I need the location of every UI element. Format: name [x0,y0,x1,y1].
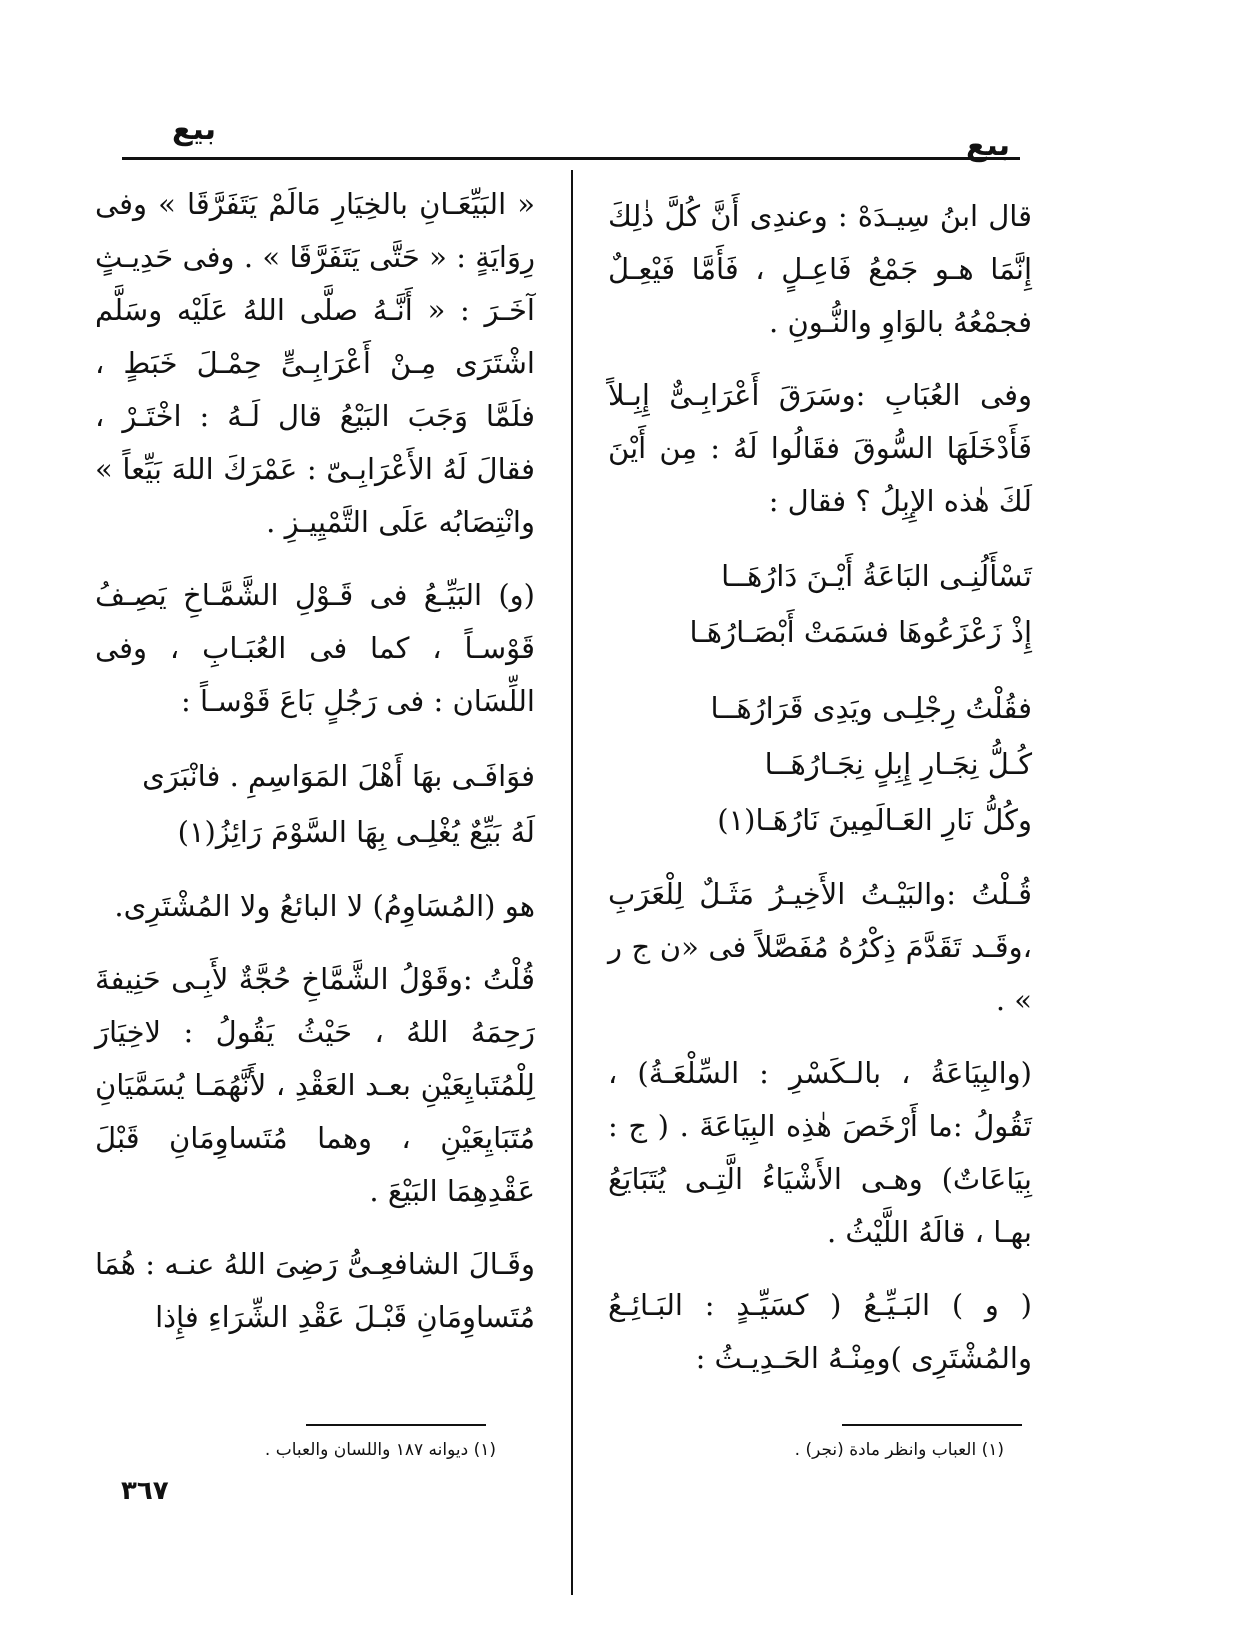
paragraph: هو (المُسَاوِمُ) لا البائعُ ولا المُشْتَرِى. [114,889,535,923]
footnote-rule-left [306,1424,486,1426]
header-rule [122,157,1020,160]
verse-line: لَهُ بَيِّعٌ يُغْلِـى بِهَا السَّوْمَ رَائِزُ(١) [177,815,535,849]
verse-line: إِذْ زَعْزَعُوهَا فسَمَتْ أَبْصَـارُهَـا [689,615,1032,649]
verse-line: تَسْأَلُنِـى البَاعَةُ أَيْـنَ دَارُهَــا [721,559,1032,593]
right-column [608,190,1032,1405]
running-head-right: بيع [966,128,1011,163]
paragraph: (و) البَيِّـعُ فى قَـوْلِ الشَّمَّـاخِ يَصِـفُ قَوْسـاً ، كما فى العُبَـابِ ، وفى اللِّسَان : فى رَجُلٍ بَاعَ قَوْسـاً : [95,578,535,718]
verse-block [95,748,535,860]
verse-block [608,680,1032,848]
left-column [95,178,535,1364]
footnote-left: (١) ديوانه ١٨٧ واللسان والعباب . [264,1440,496,1460]
footnote-right: (١) العباب وانظر مادة (نجر) . [794,1440,1004,1460]
paragraph: (والبِيَاعَةُ ، بالـكَسْرِ : السِّلْعَـةُ) ، تَقُولُ :ما أَرْخَصَ هٰذِه البِيَاعَةَ . ( ج : بِيَاعَاتٌ) وهـى الأَشْيَاءُ الَّتِـى يُتَبَايَعُ بهـا ، قالَهُ اللَّيْثُ . [608,1056,1032,1249]
footnote-rule-right [842,1424,1022,1426]
paragraph: « البَيِّعَـانِ بالخِيَارِ مَالَمْ يَتَفَرَّقَا » وفى رِوَايَةٍ : « حَتَّى يَتَفَرَّقَا » . وفى حَدِيـثٍ آخَـرَ : « أَنَّـهُ صلَّى اللهُ عَلَيْه وسَلَّم اشْتَرَى مِـنْ أَعْرَابِـىٍّ حِمْـلَ خَبَطٍ ، فلَمَّا وَجَبَ البَيْعُ قال لَـهُ : اخْتَـرْ ، فقالَ لَهُ الأَعْرَابِـىّ : عَمْرَكَ اللهَ بَيِّعاً » وانْتِصَابُه عَلَى التَّمْيِيـزِ . [95,187,535,539]
verse-line: وكُلُّ نَارِ العَـالَمِينَ نَارُهَـا(١) [717,803,1032,837]
paragraph: قُلْتُ :وقَوْلُ الشَّمَّاخِ حُجَّةٌ لأَبِـى حَنِيفةَ رَحِمَهُ اللهُ ، حَيْثُ يَقُولُ : لاخِيَارَ لِلْمُتَبايِعَيْنِ بعـد العَقْدِ ، لأَنَّهُمَـا يُسَمَّيَانِ مُتَبَايِعَيْنِ ، وهما مُتَساوِمَانِ قَبْلَ عَقْدِهِمَا البَيْعَ . [95,962,535,1208]
verse-block [608,548,1032,660]
verse-line: كُـلُّ نِجَـارِ إِبِلٍ نِجَـارُهَــا [764,747,1032,781]
paragraph: قُـلْتُ :والبَيْـتُ الأَخِيـرُ مَثَـلٌ لِلْعَرَبِ ،وقَـد تَقَدَّمَ ذِكْرُهُ مُفَصَّلاً فى «ن ج ر » . [608,877,1032,1017]
paragraph: ( و ) البَـيِّـعُ ( كسَيِّـدٍ : البَـائِـعُ والمُشْتَرِى )ومِنْـهُ الحَـدِيـثُ : [608,1288,1032,1375]
paragraph: وقَـالَ الشافعِـىُّ رَضِىَ اللهُ عنـه : هُمَا مُتَساوِمَانِ قَبْـلَ عَقْدِ الشِّرَاءِ فإِذا [95,1247,535,1334]
verse-line: فوَافَـى بهَا أَهْلَ المَوَاسِمِ . فانْبَرَى [142,759,535,793]
paragraph: وفى العُبَابِ :وسَرَقَ أَعْرَابِـىٌّ إِبِـلاً فَأَدْخَلَهَا السُّوقَ فقَالُوا لَهُ : مِن أَيْنَ لَكَ هٰذه الإِبِلُ ؟ فقال : [608,378,1032,518]
column-divider [571,170,573,1595]
page-number: ٣٦٧ [121,1476,169,1506]
running-head-left: بيع [172,112,217,147]
paragraph: قال ابنُ سِيـدَهْ : وعندِى أَنَّ كُلَّ ذٰلِكَ إِنَّمَا هـو جَمْعُ فَاعِـلٍ ، فَأَمَّا فَيْعِـلٌ فجمْعُهُ بالوَاوِ والنُّـونِ . [608,199,1032,339]
verse-line: فقُلْتُ رِجْلِـى ويَدِى قَرَارُهَــا [710,691,1032,725]
